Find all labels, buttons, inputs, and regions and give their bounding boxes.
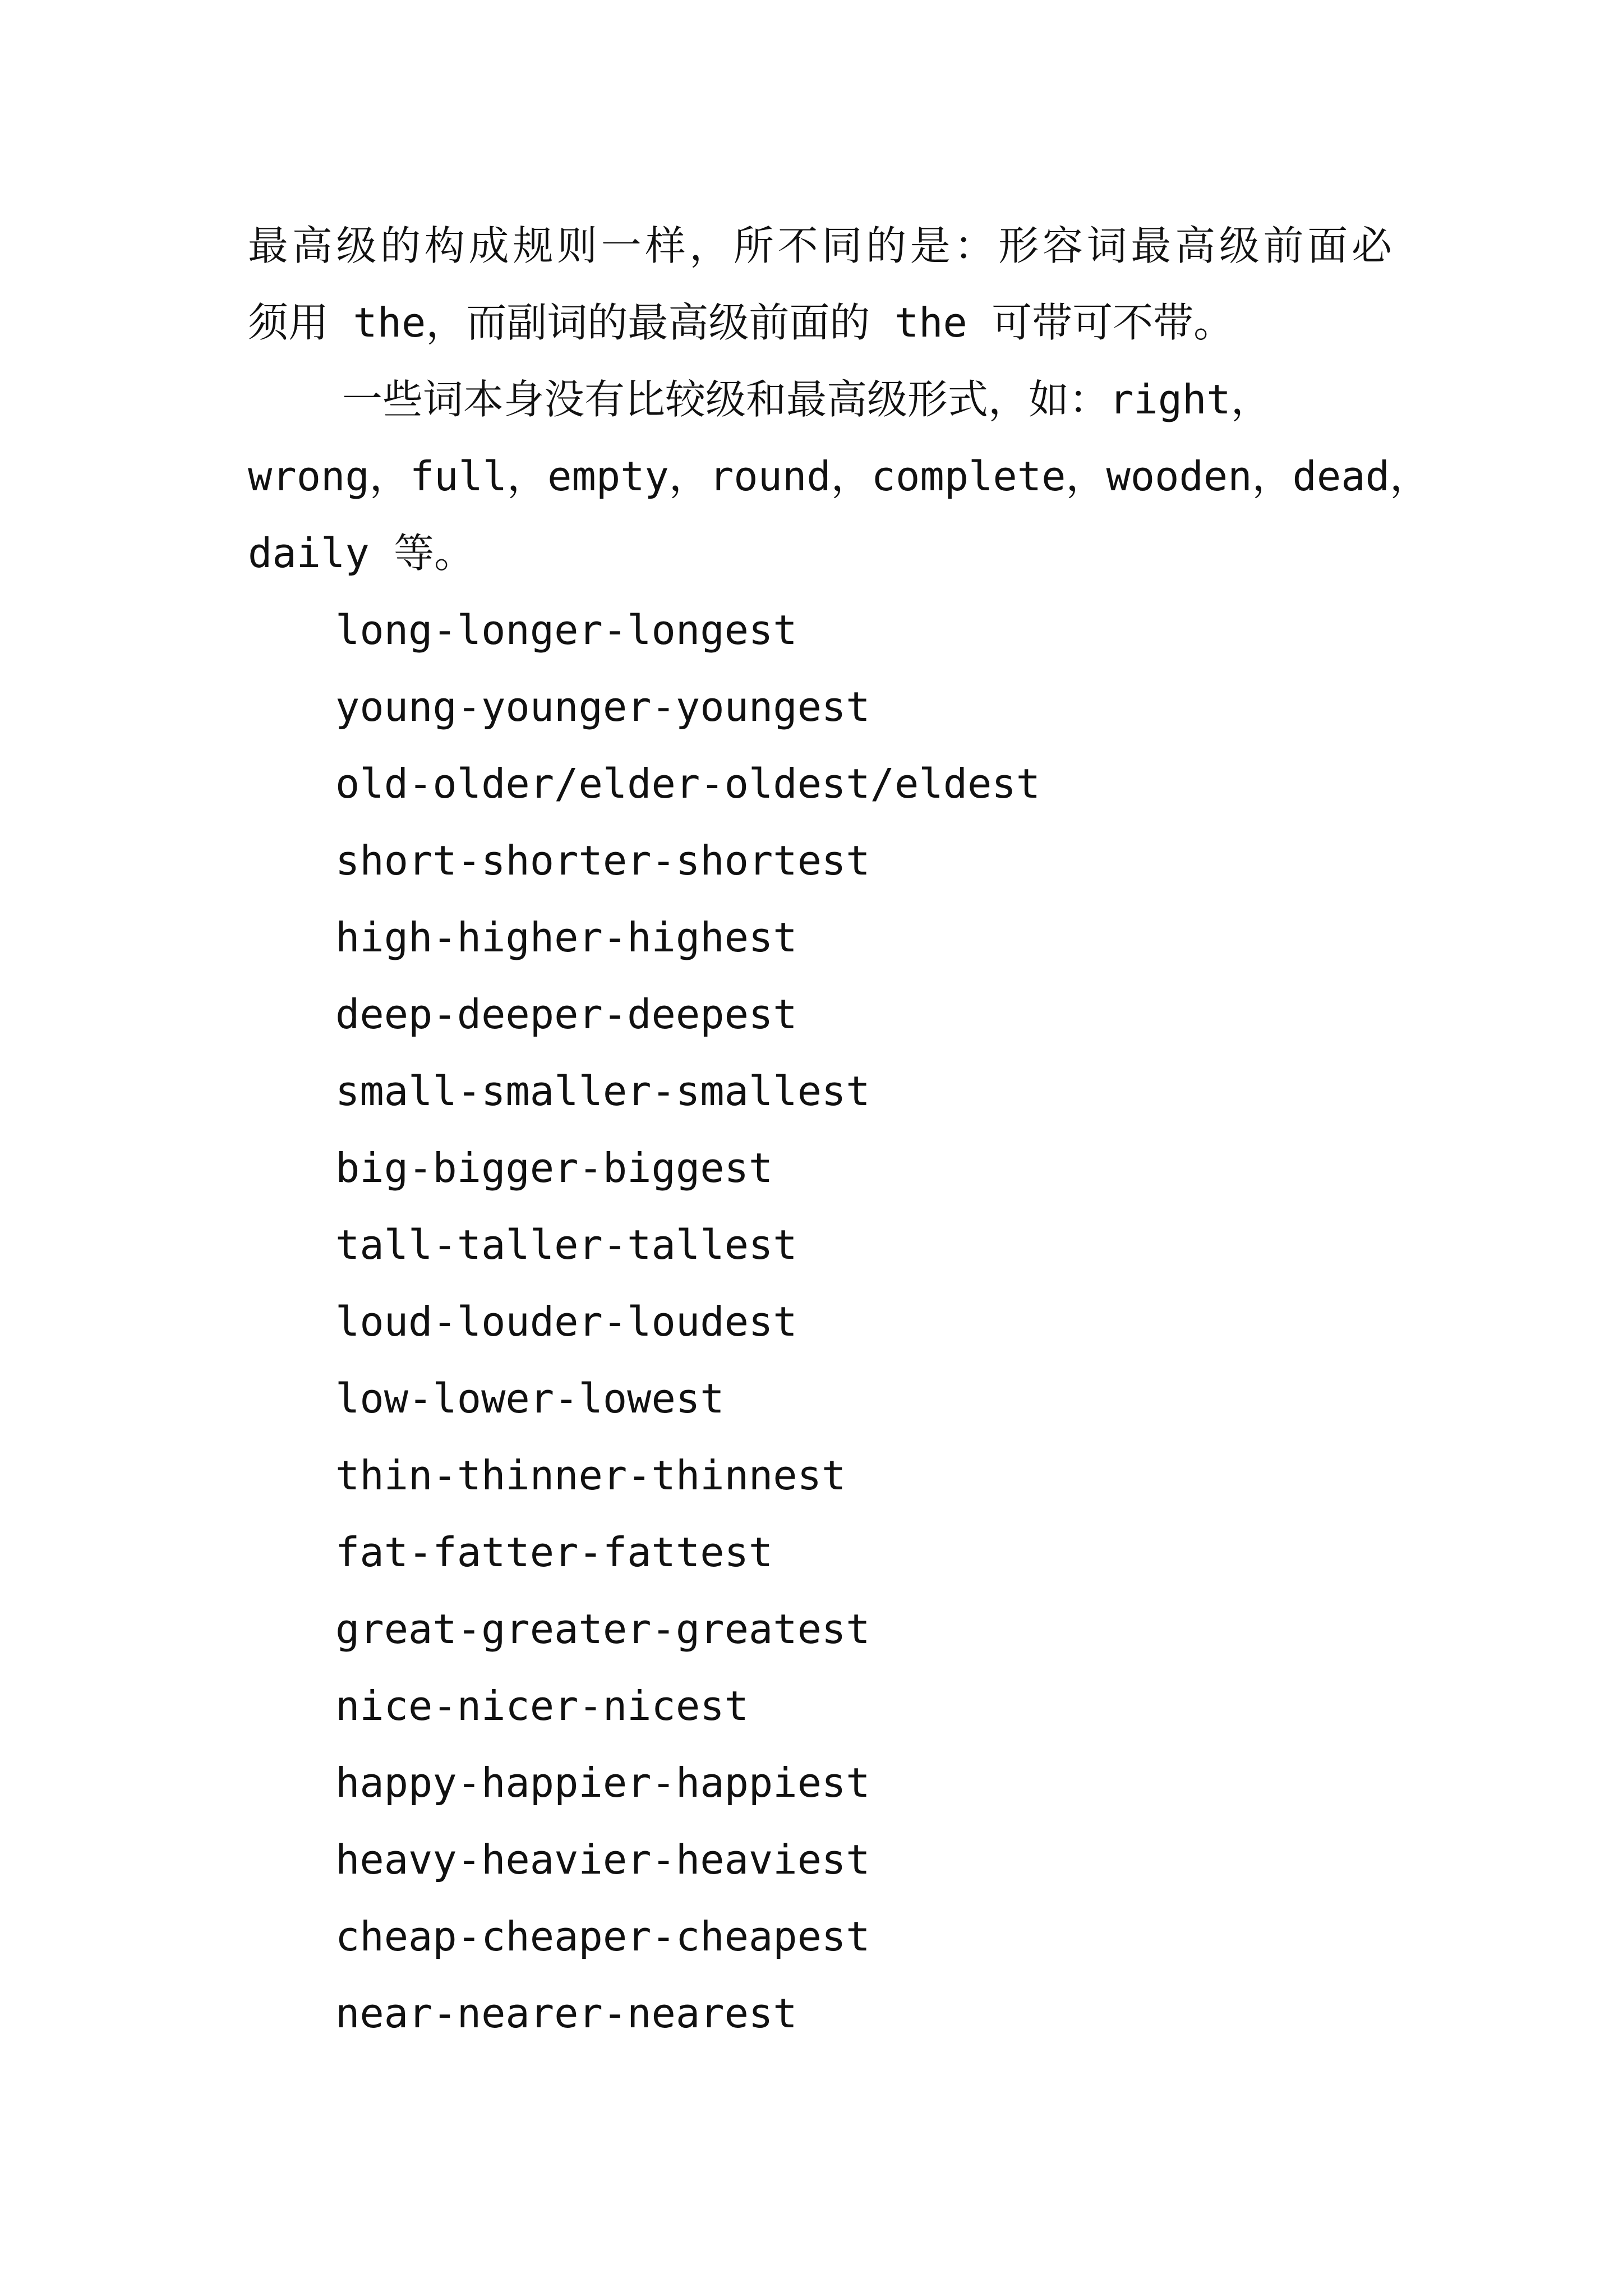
list-item: nice-nicer-nicest xyxy=(335,1682,749,1729)
list-item: thin-thinner-thinnest xyxy=(335,1452,846,1499)
paragraph-2-line-2 xyxy=(248,438,1430,515)
list-item: old-older/elder-oldest/eldest xyxy=(335,760,1041,807)
list-item: big-bigger-biggest xyxy=(335,1144,773,1191)
intro-text xyxy=(248,208,1430,592)
paragraph-1-line-2: 须用 the，而副词的最高级前面的 the 可带可不带。 xyxy=(248,299,1234,346)
list-item: cheap-cheaper-cheapest xyxy=(335,1913,870,1960)
list-item: near-nearer-nearest xyxy=(335,1990,797,2037)
comparison-word-list xyxy=(335,592,1040,2052)
paragraph-2-line-3: daily 等。 xyxy=(248,530,475,577)
list-item: high-higher-highest xyxy=(335,914,797,961)
list-item: heavy-heavier-heaviest xyxy=(335,1836,870,1883)
list-item: great-greater-greatest xyxy=(335,1605,870,1653)
list-item: happy-happier-happiest xyxy=(335,1759,870,1806)
list-item: deep-deeper-deepest xyxy=(335,991,797,1038)
list-item: fat-fatter-fattest xyxy=(335,1529,773,1576)
list-item: small-smaller-smallest xyxy=(335,1068,870,1115)
paragraph-2-line-1: 一些词本身没有比较级和最高级形式，如：right， xyxy=(342,376,1271,423)
word-wrong: wrong， xyxy=(248,453,410,500)
word-complete: complete， xyxy=(871,453,1106,500)
word-empty: empty， xyxy=(547,453,709,500)
list-item: loud-louder-loudest xyxy=(335,1298,797,1345)
list-item: low-lower-lowest xyxy=(335,1375,725,1422)
word-wooden: wooden， xyxy=(1106,453,1293,500)
word-round: round， xyxy=(709,453,872,500)
list-item: tall-taller-tallest xyxy=(335,1221,797,1268)
word-dead: dead， xyxy=(1292,453,1430,500)
word-full: full， xyxy=(409,453,548,500)
list-item: long-longer-longest xyxy=(335,606,797,654)
paragraph-1-line-1: 最 高 级 的 构 成 规 则 一 样 ， 所 不 同 的 是 ： 形 容 词 最 高 级 前 面 必 xyxy=(248,222,1392,269)
list-item: short-shorter-shortest xyxy=(335,837,870,884)
list-item: young-younger-youngest xyxy=(335,683,870,730)
